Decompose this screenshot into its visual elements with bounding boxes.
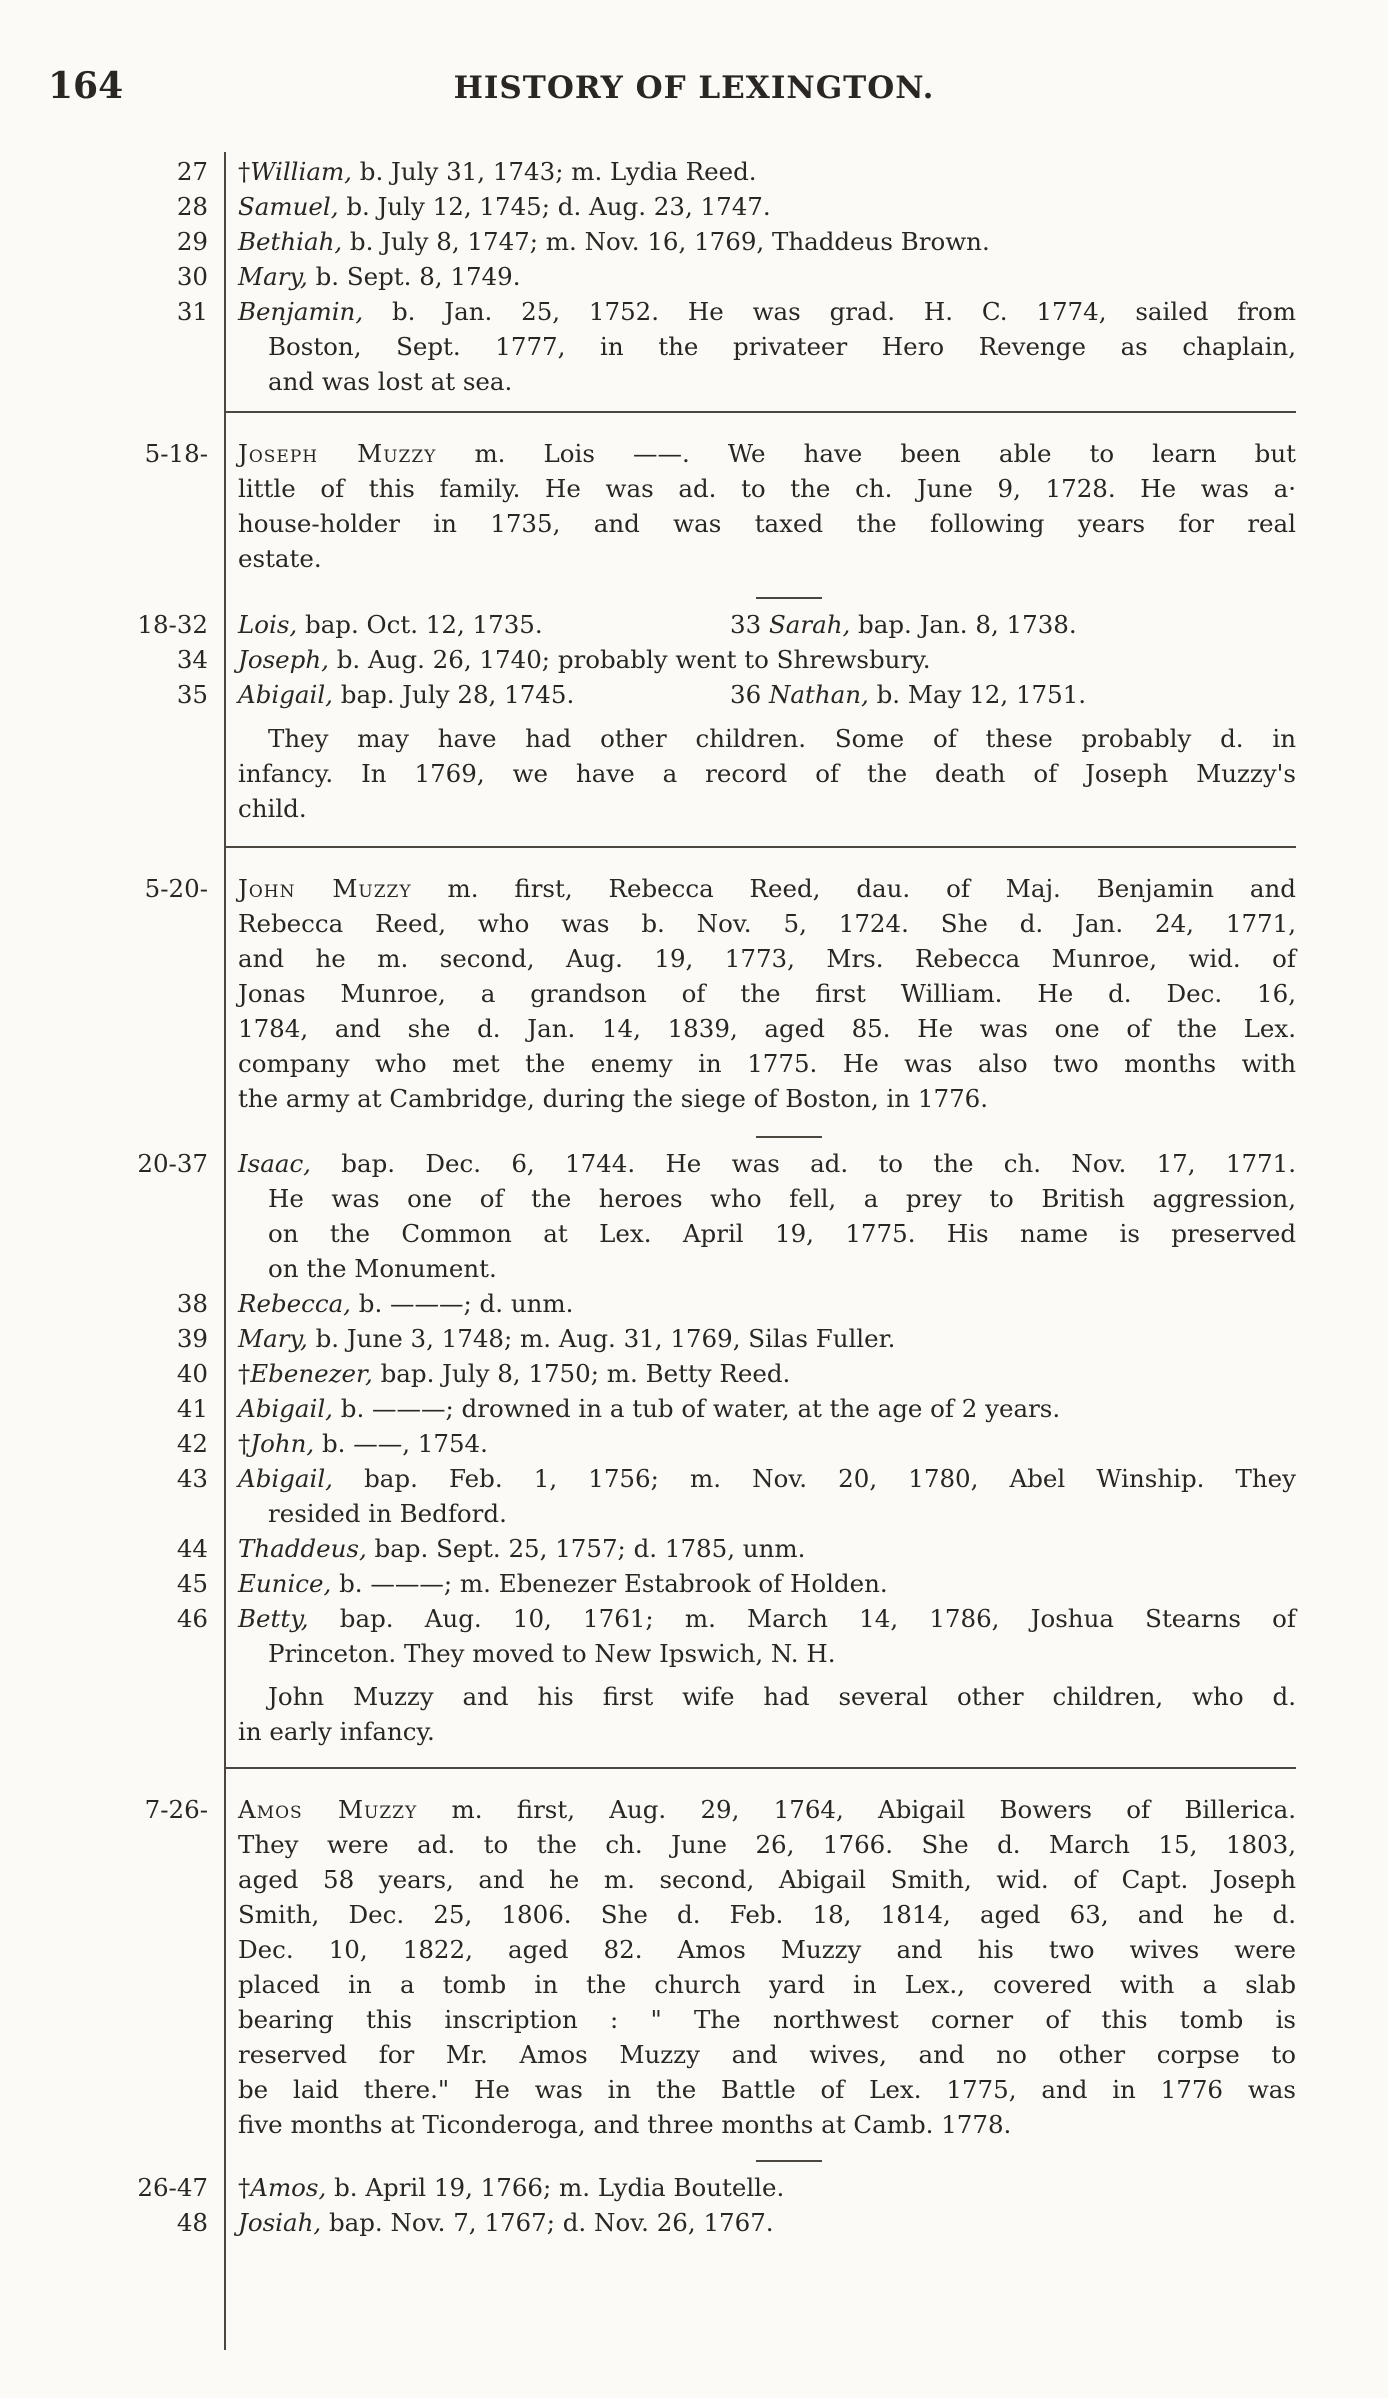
entry-details: b. April 19, 1766; m. Lydia Boutelle. (326, 2173, 785, 2202)
text-line: They were ad. to the ch. June 26, 1766. She d. March 15, 1803, (238, 1830, 1296, 1859)
entry-details: bap. Feb. 1, 1756; m. Nov. 20, 1780, Abel Winship. They (332, 1464, 1296, 1493)
text-line: child. (238, 794, 307, 823)
text-line: Jonas Munroe, a grandson of the first William. He d. Dec. 16, (238, 979, 1296, 1008)
child-name: Rebecca, (238, 1289, 351, 1318)
entry-details: m. first, Rebecca Reed, dau. of Maj. Benjamin and (411, 874, 1296, 903)
entry-number: 48 (176, 2208, 208, 2237)
text-line: the army at Cambridge, during the siege of Boston, in 1776. (238, 1084, 989, 1113)
child-name: John, (250, 1429, 315, 1458)
entry-details: b. July 8, 1747; m. Nov. 16, 1769, Thaddeus Brown. (342, 227, 990, 256)
child-name: Benjamin, (238, 297, 364, 326)
entry-details: b. July 31, 1743; m. Lydia Reed. (351, 157, 757, 186)
text-line: Princeton. They moved to New Ipswich, N. H. (268, 1639, 836, 1668)
text-line: aged 58 years, and he m. second, Abigail Smith, wid. of Capt. Joseph (238, 1865, 1296, 1894)
section-rule (224, 1767, 1296, 1769)
entry-line (238, 608, 1296, 641)
text-line: bearing this inscription : " The northwest corner of this tomb is (238, 2005, 1296, 2034)
entry-number: 18-32 (137, 610, 208, 639)
entry-number: 43 (176, 1464, 208, 1493)
entry-number: 7-26- (144, 1795, 208, 1824)
entry-number: 36 (730, 680, 762, 709)
entry-details: bap. Oct. 12, 1735. (297, 610, 543, 639)
entry-details: m. Lois ——. We have been able to learn but (436, 439, 1296, 468)
entry-number: 34 (176, 645, 208, 674)
text-line: estate. (238, 544, 322, 573)
child-name: Mary, (238, 262, 308, 291)
entry-details: m. first, Aug. 29, 1764, Abigail Bowers of Billerica. (417, 1795, 1296, 1824)
child-name: Samuel, (238, 192, 339, 221)
page-header (48, 65, 1340, 120)
entry-line (238, 260, 1296, 293)
entry-details: bap. Nov. 7, 1767; d. Nov. 26, 1767. (321, 2208, 774, 2237)
text-line: be laid there." He was in the Battle of Lex. 1775, and in 1776 was (238, 2075, 1296, 2104)
page-number: 164 (48, 65, 124, 107)
child-name: Bethiah, (238, 227, 343, 256)
entry-details: bap. July 28, 1745. (332, 680, 575, 709)
entry-line (238, 2171, 1296, 2204)
text-line: in early infancy. (238, 1717, 435, 1746)
text-line: little of this family. He was ad. to the ch. June 9, 1728. He was a· (238, 474, 1296, 503)
entry-details: bap. Jan. 8, 1738. (850, 610, 1077, 639)
text-line: infancy. In 1769, we have a record of the death of Joseph Muzzy's (238, 759, 1296, 788)
entry-details: b. ——, 1754. (314, 1429, 488, 1458)
entry-line (238, 437, 1296, 470)
text-space (761, 680, 769, 709)
child-name: Abigail, (238, 1394, 333, 1423)
child-name: Ebenezer, (250, 1359, 373, 1388)
entry-number: 45 (176, 1569, 208, 1598)
entry-line (238, 1322, 1296, 1355)
dagger-mark: † (238, 1359, 251, 1388)
text-line: company who met the enemy in 1775. He was also two months with (238, 1049, 1296, 1078)
child-name: Joseph, (238, 645, 329, 674)
child-name: Thaddeus, (238, 1534, 367, 1563)
text-line: reserved for Mr. Amos Muzzy and wives, and no other corpse to (238, 2040, 1296, 2069)
entry-line (238, 295, 1296, 328)
child-name: William, (250, 157, 352, 186)
text-space (761, 610, 769, 639)
entry-line (238, 1427, 1296, 1460)
child-name: Mary, (238, 1324, 308, 1353)
entry-line (238, 155, 1296, 188)
number-column-divider (224, 152, 226, 2350)
entry-number: 41 (176, 1394, 208, 1423)
entry-line (238, 1462, 1296, 1495)
entry-number: 20-37 (137, 1149, 208, 1178)
entry-line (238, 1287, 1296, 1320)
child-name: Isaac, (238, 1149, 311, 1178)
section-rule (224, 411, 1296, 413)
text-line: Boston, Sept. 1777, in the privateer Hero Revenge as chaplain, (268, 332, 1296, 361)
text-line: and he m. second, Aug. 19, 1773, Mrs. Rebecca Munroe, wid. of (238, 944, 1296, 973)
entry-line (238, 190, 1296, 223)
entry-details: bap. Sept. 25, 1757; d. 1785, unm. (366, 1534, 806, 1563)
dagger-mark: † (238, 2173, 251, 2202)
entry-number: 29 (176, 227, 208, 256)
second-entry (730, 608, 1077, 641)
second-entry (730, 678, 1086, 711)
text-line: resided in Bedford. (268, 1499, 507, 1528)
entry-number: 5-18- (144, 439, 208, 468)
running-title: HISTORY OF LEXINGTON. (453, 70, 935, 106)
entry-line (238, 1602, 1296, 1635)
entry-details: b. ———; drowned in a tub of water, at the age of 2 years. (332, 1394, 1061, 1423)
entry-details: b. ———; m. Ebenezer Estabrook of Holden. (331, 1569, 888, 1598)
dagger-mark: † (238, 157, 251, 186)
text-line: Rebecca Reed, who was b. Nov. 5, 1724. She d. Jan. 24, 1771, (238, 909, 1296, 938)
text-line: John Muzzy and his first wife had several other children, who d. (268, 1682, 1296, 1711)
dagger-mark: † (238, 1429, 251, 1458)
entry-details: bap. July 8, 1750; m. Betty Reed. (372, 1359, 791, 1388)
family-head-name: John Muzzy (238, 874, 412, 903)
entry-number: 39 (176, 1324, 208, 1353)
text-line: on the Monument. (268, 1254, 497, 1283)
entry-number: 30 (176, 262, 208, 291)
children-rule (756, 2160, 822, 2162)
entry-line (238, 225, 1296, 258)
text-line: house-holder in 1735, and was taxed the following years for real (238, 509, 1296, 538)
entry-line (238, 1147, 1296, 1180)
entry-number: 26-47 (137, 2173, 208, 2202)
text-line: five months at Ticonderoga, and three months at Camb. 1778. (238, 2110, 1012, 2139)
entry-line (238, 643, 1296, 676)
entry-line (238, 1392, 1296, 1425)
text-line: and was lost at sea. (268, 367, 513, 396)
entry-line (238, 1793, 1296, 1826)
entry-number: 33 (730, 610, 762, 639)
entry-details: b. Jan. 25, 1752. He was grad. H. C. 1774, sailed from (363, 297, 1296, 326)
family-head-name: Joseph Muzzy (238, 439, 437, 468)
entry-number: 27 (176, 157, 208, 186)
child-name: Abigail, (238, 1464, 333, 1493)
children-rule (756, 597, 822, 599)
entry-details: bap. Aug. 10, 1761; m. March 14, 1786, Joshua Stearns of (308, 1604, 1296, 1633)
entry-line (238, 2206, 1296, 2239)
entry-number: 40 (176, 1359, 208, 1388)
entry-line (238, 1567, 1296, 1600)
entry-number: 44 (176, 1534, 208, 1563)
entry-line (238, 1357, 1296, 1390)
entry-line (238, 678, 1296, 711)
text-line: Dec. 10, 1822, aged 82. Amos Muzzy and his two wives were (238, 1935, 1296, 1964)
entry-details: bap. Dec. 6, 1744. He was ad. to the ch. Nov. 17, 1771. (310, 1149, 1296, 1178)
text-line: 1784, and she d. Jan. 14, 1839, aged 85. He was one of the Lex. (238, 1014, 1296, 1043)
entry-number: 35 (176, 680, 208, 709)
section-rule (224, 846, 1296, 848)
family-head-name: Amos Muzzy (238, 1795, 418, 1824)
entry-details: b. May 12, 1751. (868, 680, 1087, 709)
entry-line (238, 1532, 1296, 1565)
child-name: Sarah, (768, 610, 851, 639)
text-line: placed in a tomb in the church yard in Lex., covered with a slab (238, 1970, 1296, 1999)
entry-number: 5-20- (144, 874, 208, 903)
child-name: Eunice, (238, 1569, 332, 1598)
entry-number: 38 (176, 1289, 208, 1318)
text-line: He was one of the heroes who fell, a prey to British aggression, (268, 1184, 1296, 1213)
text-line: Smith, Dec. 25, 1806. She d. Feb. 18, 1814, aged 63, and he d. (238, 1900, 1296, 1929)
child-name: Abigail, (238, 680, 333, 709)
entry-number: 42 (176, 1429, 208, 1458)
child-name: Lois, (238, 610, 298, 639)
child-name: Nathan, (768, 680, 869, 709)
entry-number: 46 (176, 1604, 208, 1633)
text-line: They may have had other children. Some of these probably d. in (268, 724, 1296, 753)
child-name: Amos, (250, 2173, 327, 2202)
entry-number: 28 (176, 192, 208, 221)
entry-line (238, 872, 1296, 905)
text-line: on the Common at Lex. April 19, 1775. His name is preserved (268, 1219, 1296, 1248)
entry-details: b. Aug. 26, 1740; probably went to Shrewsbury. (328, 645, 931, 674)
entry-details: b. Sept. 8, 1749. (307, 262, 521, 291)
entry-details: b. ———; d. unm. (350, 1289, 574, 1318)
children-rule (756, 1136, 822, 1138)
entry-details: b. June 3, 1748; m. Aug. 31, 1769, Silas Fuller. (307, 1324, 896, 1353)
child-name: Josiah, (238, 2208, 322, 2237)
child-name: Betty, (238, 1604, 309, 1633)
entry-number: 31 (176, 297, 208, 326)
entry-details: b. July 12, 1745; d. Aug. 23, 1747. (338, 192, 771, 221)
